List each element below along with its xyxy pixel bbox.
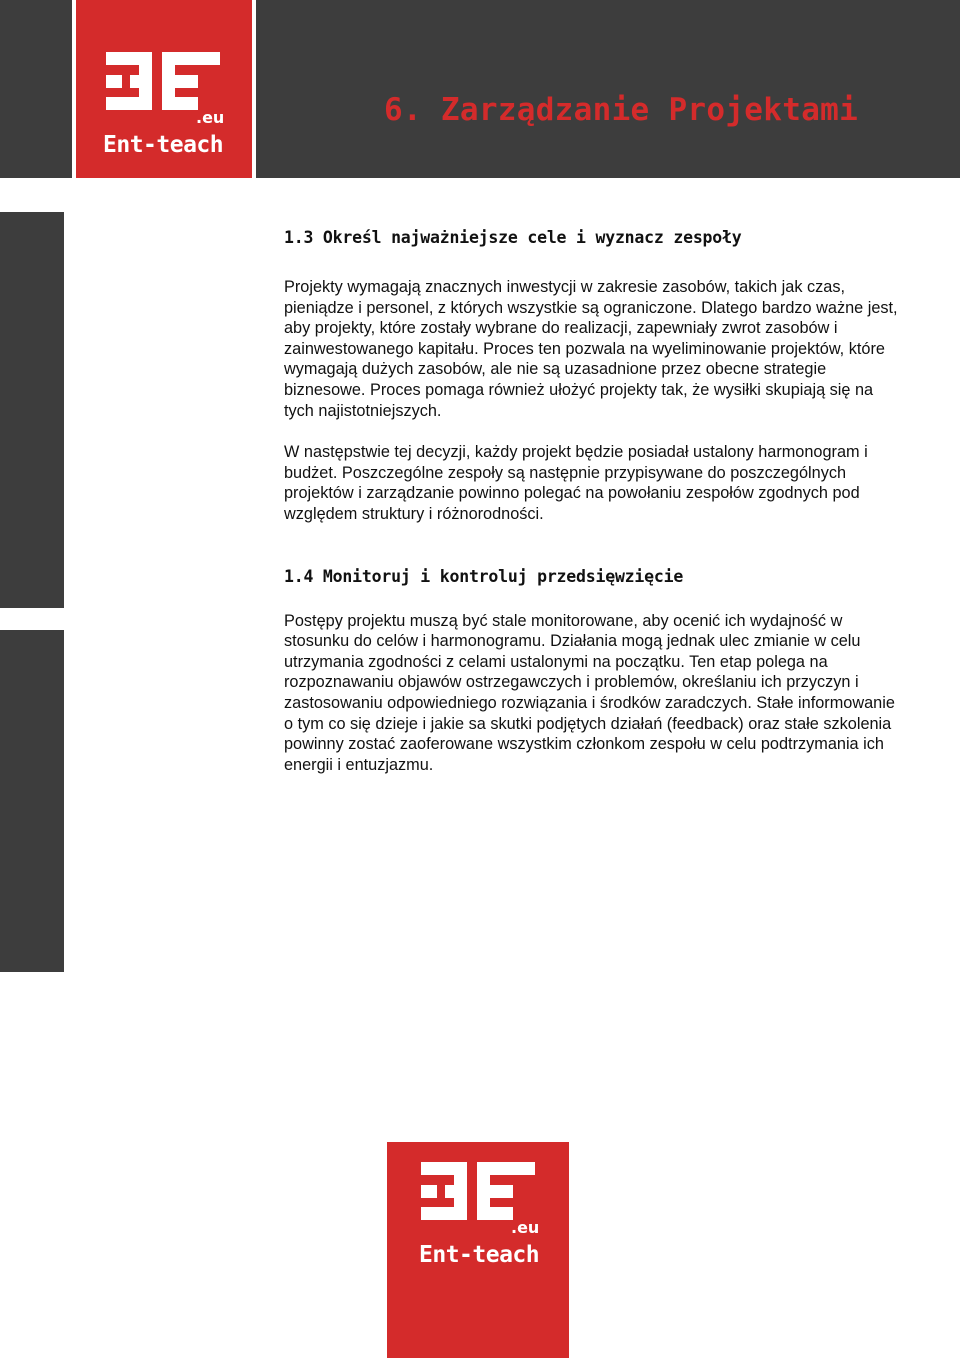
logo-eu-suffix: .eu [196,108,225,127]
section-1-3-paragraph-2: W następstwie tej decyzji, każdy projekt będzie posiadał ustalony harmonogram i budżet. Poszczególne zespoły są następnie przypisywane do poszczególnych projektów i zarządzanie powinno polegać na powołaniu zespołów zgodnych pod względem struktury i różnorodności. [284,443,868,523]
logo-wordmark: Ent-teach [419,1242,540,1268]
main-content [284,228,904,775]
title-area [258,0,960,178]
logo-top [72,0,256,182]
section-heading-1-3: 1.3 Określ najważniejsze cele i wyznacz zespoły [284,228,742,247]
logo-eu-suffix: .eu [511,1218,540,1237]
logo-bottom [387,1142,569,1358]
logo-3e-mark-icon [102,48,226,114]
side-strip-lower [0,630,64,972]
page-title: 6. Zarządzanie Projektami [384,92,859,128]
section-1-3-paragraph-1: Projekty wymagają znacznych inwestycji w zakresie zasobów, takich jak czas, pieniądze i personel, z których wszystkie są ograniczone. Dlatego bardzo ważne jest, aby projekty, które zostały wybrane do realizacji, zapewniały zwrot zasobów i zainwestowanego kapitału. Proces ten pozwala na wyeliminowanie projektów, które wymagają dużych zasobów, ale nie są uzasadnione przez obecne strategie biznesowe. Proces pomaga również ułożyć projekty tak, że wysiłki skupiają się na tych najistotniejszych. [284,278,898,420]
side-strip-upper [0,212,64,608]
section-1-4-paragraph-1: Postępy projektu muszą być stale monitorowane, aby ocenić ich wydajność w stosunku do celów i harmonogramu. Działania mogą jednak ulec zmianie w celu utrzymania zgodności z celami ustalonymi na początku. Ten etap polega na rozpoznawaniu objawów ostrzegawczych i problemów, określaniu ich przyczyn i zastosowaniu odpowiedniego rozwiązania i środków zaradczych. Stałe informowanie o tym co się dzieje i jakie sa skutki podjętych działań (feedback) oraz stałe szkolenia powinny zostać zaoferowane wszystkim członkom zespołu w celu podtrzymania ich energii i entuzjazmu. [284,611,895,774]
logo-3e-mark-icon [417,1158,541,1224]
section-heading-1-4: 1.4 Monitoruj i kontroluj przedsięwzięcie [284,566,684,586]
logo-wordmark: Ent-teach [103,132,224,158]
